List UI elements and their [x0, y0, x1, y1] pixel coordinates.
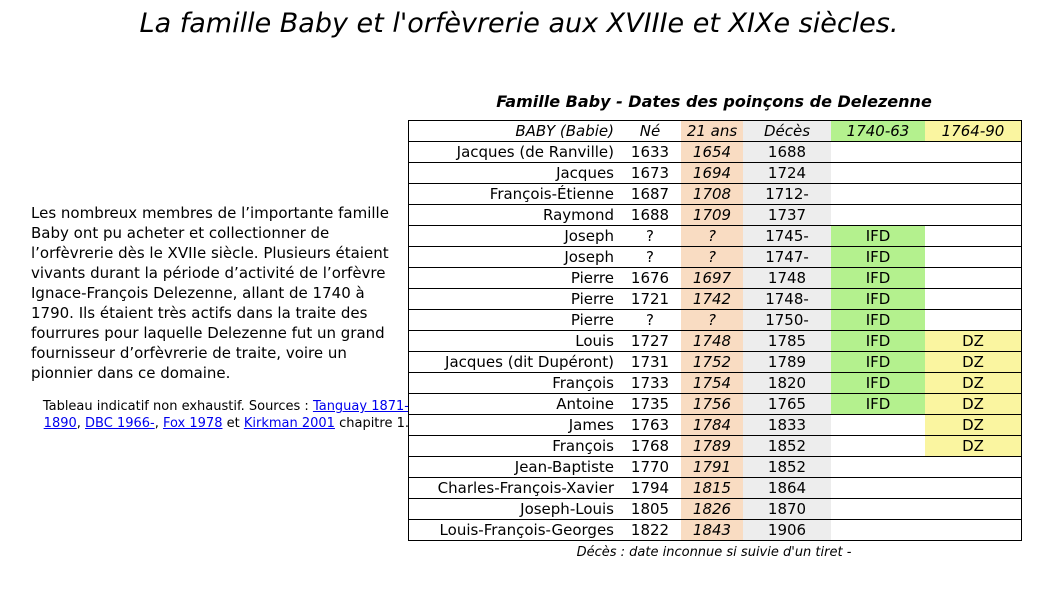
family-table-body [409, 142, 1022, 541]
cell-dz [925, 247, 1022, 268]
cell-ifd: IFD [831, 310, 925, 331]
table-footnote: Décès : date inconnue si suivie d'un tiret - [576, 545, 852, 560]
header-ne: Né [639, 122, 661, 140]
cell-dz [925, 499, 1022, 520]
cell-ne: 1735 [619, 394, 681, 415]
cell-a21: 1815 [681, 478, 743, 499]
cell-dz [925, 289, 1022, 310]
table-row [409, 226, 1022, 247]
cell-dz [925, 268, 1022, 289]
table-row [409, 163, 1022, 184]
cell-name: Pierre [409, 289, 620, 310]
table-caption: Famille Baby - Dates des poinçons de Delezenne [496, 92, 932, 111]
cell-name: Pierre [409, 310, 620, 331]
cell-name: Raymond [409, 205, 620, 226]
cell-dz [925, 226, 1022, 247]
cell-ne: 1794 [619, 478, 681, 499]
cell-name: Charles-François-Xavier [409, 478, 620, 499]
table-row [409, 415, 1022, 436]
cell-dz: DZ [925, 415, 1022, 436]
cell-deces: 1833 [743, 415, 831, 436]
table-row [409, 436, 1022, 457]
cell-ne: 1763 [619, 415, 681, 436]
cell-dz: DZ [925, 331, 1022, 352]
cell-name: Jacques (de Ranville) [409, 142, 620, 163]
cell-deces: 1906 [743, 520, 831, 541]
cell-dz: DZ [925, 373, 1022, 394]
cell-ne: 1688 [619, 205, 681, 226]
cell-ne: 1721 [619, 289, 681, 310]
sources-suffix: chapitre 1. [334, 416, 409, 431]
cell-ifd [831, 436, 925, 457]
cell-dz [925, 310, 1022, 331]
cell-name: Jean-Baptiste [409, 457, 620, 478]
intro-section [31, 203, 409, 432]
sources-prefix: Tableau indicatif non exhaustif. Sources : [42, 399, 313, 414]
cell-a21: 1826 [681, 499, 743, 520]
cell-dz [925, 478, 1022, 499]
table-row [409, 247, 1022, 268]
cell-deces: 1737 [743, 205, 831, 226]
cell-a21: 1752 [681, 352, 743, 373]
cell-deces: 1688 [743, 142, 831, 163]
cell-deces: 1765 [743, 394, 831, 415]
link-dbc[interactable]: DBC 1966- [85, 416, 155, 431]
cell-ifd: IFD [831, 289, 925, 310]
cell-a21: 1754 [681, 373, 743, 394]
cell-ne: 1687 [619, 184, 681, 205]
cell-ne: 1822 [619, 520, 681, 541]
cell-dz [925, 142, 1022, 163]
cell-ne: 1770 [619, 457, 681, 478]
cell-ne: 1673 [619, 163, 681, 184]
cell-ne: ? [619, 310, 681, 331]
cell-a21: ? [681, 310, 743, 331]
cell-a21: 1756 [681, 394, 743, 415]
cell-dz: DZ [925, 352, 1022, 373]
cell-ne: 1676 [619, 268, 681, 289]
cell-name: François-Étienne [409, 184, 620, 205]
cell-ifd [831, 520, 925, 541]
sources-note [31, 398, 409, 432]
cell-deces: 1852 [743, 436, 831, 457]
cell-a21: ? [681, 247, 743, 268]
cell-ifd [831, 163, 925, 184]
cell-name: Louis [409, 331, 620, 352]
table-row [409, 520, 1022, 541]
table-row [409, 310, 1022, 331]
cell-dz [925, 163, 1022, 184]
sources-separator-3: et [222, 416, 244, 431]
cell-a21: 1784 [681, 415, 743, 436]
cell-ifd [831, 142, 925, 163]
table-row [409, 184, 1022, 205]
table-row [409, 142, 1022, 163]
cell-name: Louis-François-Georges [409, 520, 620, 541]
cell-deces: 1864 [743, 478, 831, 499]
table-row [409, 205, 1022, 226]
cell-ifd [831, 499, 925, 520]
cell-ne: 1733 [619, 373, 681, 394]
cell-dz [925, 520, 1022, 541]
cell-a21: 1789 [681, 436, 743, 457]
cell-ne: 1731 [619, 352, 681, 373]
cell-ifd: IFD [831, 394, 925, 415]
cell-dz [925, 184, 1022, 205]
cell-dz: DZ [925, 436, 1022, 457]
header-deces: Décès [743, 121, 831, 142]
sources-separator-2: , [154, 416, 163, 431]
header-baby: BABY (Babie) [515, 122, 614, 140]
cell-ifd: IFD [831, 268, 925, 289]
cell-ifd [831, 415, 925, 436]
cell-name: Joseph [409, 247, 620, 268]
cell-name: François [409, 436, 620, 457]
cell-name: Jacques [409, 163, 620, 184]
cell-ifd [831, 478, 925, 499]
cell-deces: 1712- [743, 184, 831, 205]
cell-ne: 1768 [619, 436, 681, 457]
table-row [409, 499, 1022, 520]
cell-name: Pierre [409, 268, 620, 289]
header-1764-90: 1764-90 [925, 121, 1022, 142]
cell-name: Antoine [409, 394, 620, 415]
cell-deces: 1785 [743, 331, 831, 352]
cell-ifd: IFD [831, 226, 925, 247]
cell-dz [925, 205, 1022, 226]
cell-deces: 1852 [743, 457, 831, 478]
table-row [409, 457, 1022, 478]
page-title: La famille Baby et l'orfèvrerie aux XVIIIe et XIXe siècles. [139, 8, 899, 39]
intro-paragraph: Les nombreux membres de l’importante famille Baby ont pu acheter et collectionner de l’orfèvrerie dès le XVIIe siècle. Plusieurs étaient vivants durant la période d’activité de l’orfèvre Ignace-François Delezenne, allant de 1740 à 1790. Ils étaient très actifs dans la traite des fourrures pour laquelle Delezenne fut un grand fournisseur d’orfèvrerie de traite, voire un pionnier dans ce domaine. [31, 204, 389, 382]
link-kirkman[interactable]: Kirkman 2001 [243, 416, 335, 431]
link-fox[interactable]: Fox 1978 [162, 416, 223, 431]
header-row [409, 121, 1022, 142]
cell-deces: 1870 [743, 499, 831, 520]
cell-name: François [409, 373, 620, 394]
cell-ifd [831, 184, 925, 205]
table-row [409, 394, 1022, 415]
sources-separator-1: , [76, 416, 86, 431]
cell-deces: 1750- [743, 310, 831, 331]
link-tanguay[interactable]: Tanguay 1871-1890 [43, 399, 409, 431]
cell-ifd: IFD [831, 373, 925, 394]
cell-deces: 1724 [743, 163, 831, 184]
cell-deces: 1747- [743, 247, 831, 268]
family-table [408, 120, 1022, 541]
header-21ans: 21 ans [681, 121, 743, 142]
cell-deces: 1748 [743, 268, 831, 289]
cell-a21: 1708 [681, 184, 743, 205]
table-row [409, 331, 1022, 352]
cell-a21: 1748 [681, 331, 743, 352]
cell-dz [925, 457, 1022, 478]
table-row [409, 268, 1022, 289]
table-row [409, 478, 1022, 499]
cell-ifd: IFD [831, 247, 925, 268]
cell-a21: 1843 [681, 520, 743, 541]
table-row [409, 373, 1022, 394]
table-section [408, 92, 1020, 560]
cell-dz: DZ [925, 394, 1022, 415]
cell-ne: 1633 [619, 142, 681, 163]
cell-a21: 1697 [681, 268, 743, 289]
cell-ifd: IFD [831, 352, 925, 373]
cell-a21: 1791 [681, 457, 743, 478]
cell-ne: 1727 [619, 331, 681, 352]
cell-deces: 1745- [743, 226, 831, 247]
cell-deces: 1789 [743, 352, 831, 373]
table-row [409, 352, 1022, 373]
header-1740-63: 1740-63 [831, 121, 925, 142]
cell-ifd [831, 205, 925, 226]
cell-deces: 1748- [743, 289, 831, 310]
cell-a21: ? [681, 226, 743, 247]
cell-a21: 1709 [681, 205, 743, 226]
cell-ifd [831, 457, 925, 478]
cell-ne: 1805 [619, 499, 681, 520]
cell-ifd: IFD [831, 331, 925, 352]
cell-name: Joseph [409, 226, 620, 247]
cell-ne: ? [619, 247, 681, 268]
cell-a21: 1742 [681, 289, 743, 310]
cell-a21: 1654 [681, 142, 743, 163]
table-row [409, 289, 1022, 310]
cell-name: Joseph-Louis [409, 499, 620, 520]
cell-a21: 1694 [681, 163, 743, 184]
cell-name: Jacques (dit Dupéront) [409, 352, 620, 373]
cell-ne: ? [619, 226, 681, 247]
cell-deces: 1820 [743, 373, 831, 394]
cell-name: James [409, 415, 620, 436]
